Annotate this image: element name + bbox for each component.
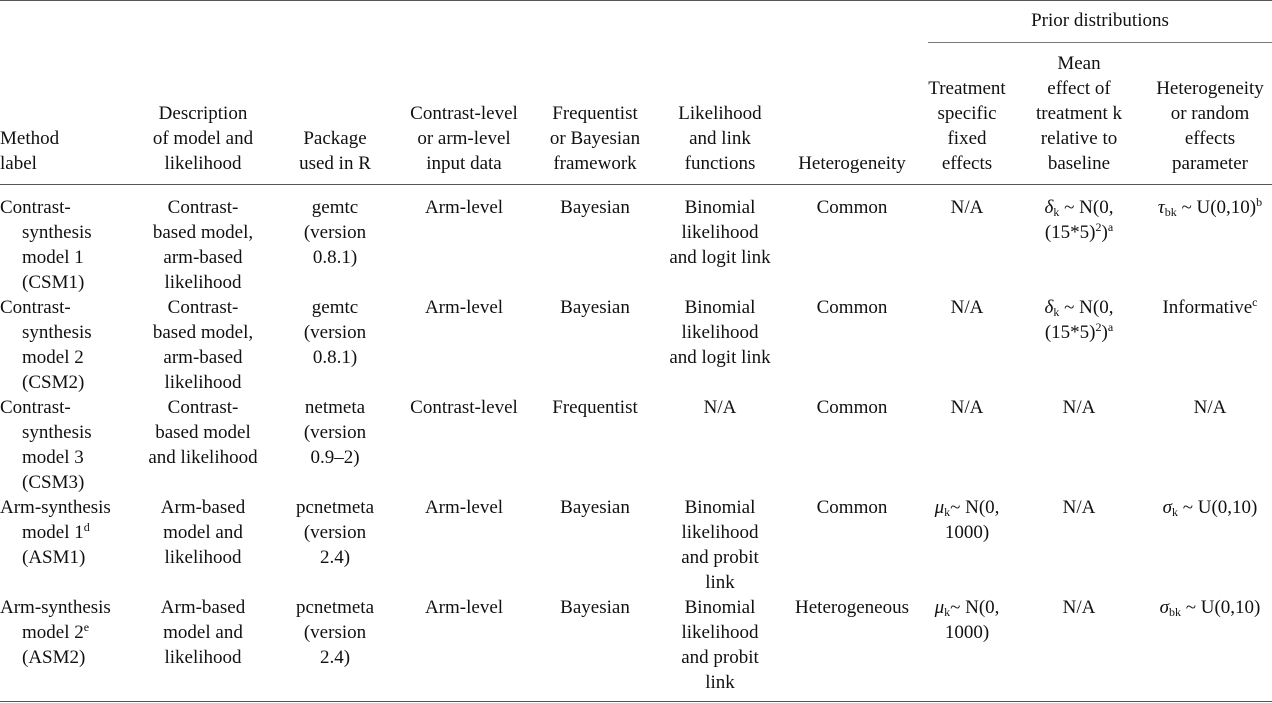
input-line: Arm-level — [424, 197, 504, 218]
row1-random — [1135, 195, 1272, 220]
header-framework-line: framework — [553, 153, 637, 174]
header-description-line: of model and — [152, 128, 254, 149]
header-input-line: or arm-level — [417, 128, 511, 149]
row1-input — [389, 195, 539, 220]
header-description-line: Description — [158, 103, 248, 124]
mean-effect-line: N/A — [1062, 397, 1096, 418]
mean-effect-text: ~ N(0, — [1059, 297, 1114, 318]
method-line: model 3 — [22, 447, 84, 468]
header-fixed-line: fixed — [947, 128, 987, 149]
description-line: based model, — [152, 322, 254, 343]
row5-package — [260, 595, 410, 670]
package-line: pcnetmeta — [295, 597, 375, 618]
greek-symbol: σ — [1162, 497, 1172, 518]
fixed-text: ~ N(0, — [950, 497, 1000, 518]
header-mean-effect-line: relative to — [1040, 128, 1118, 149]
footnote-marker: e — [83, 620, 90, 634]
row3-mean-effect — [1004, 395, 1154, 420]
input-line: Arm-level — [424, 597, 504, 618]
mean-effect-line — [1004, 195, 1154, 220]
likelihood-line: likelihood — [681, 522, 759, 543]
header-input — [389, 101, 539, 176]
header-random-line: Heterogeneity — [1156, 78, 1264, 99]
description-line: Contrast- — [167, 397, 239, 418]
fixed-line: N/A — [950, 197, 984, 218]
likelihood-line: Binomial — [684, 597, 756, 618]
mean-effect-text: ) — [1101, 322, 1108, 343]
random-text: ~ U(0,10) — [1176, 197, 1257, 218]
heterogeneity-line: Heterogeneous — [795, 597, 909, 618]
package-line: 0.9–2) — [310, 447, 360, 468]
random-line — [1135, 495, 1272, 520]
fixed-line: N/A — [950, 297, 984, 318]
input-line: Arm-level — [424, 297, 504, 318]
superscript: 2 — [1095, 320, 1102, 334]
method-line: model 2 — [22, 347, 84, 368]
header-fixed-line: Treatment — [928, 78, 1006, 99]
framework-line: Frequentist — [552, 397, 638, 418]
random-line — [1135, 295, 1272, 320]
description-line: likelihood — [164, 547, 242, 568]
prior-distributions-header: Prior distributions — [1031, 10, 1169, 31]
heterogeneity-line: Common — [816, 297, 888, 318]
method-line: synthesis — [22, 222, 92, 243]
row3-likelihood — [645, 395, 795, 420]
description-line: Contrast- — [167, 297, 239, 318]
row2-package — [260, 295, 410, 370]
method-line: Contrast- — [0, 197, 71, 218]
likelihood-line: Binomial — [684, 497, 756, 518]
subscript: k — [1171, 505, 1178, 519]
description-line: likelihood — [164, 372, 242, 393]
footnote-marker: c — [1252, 295, 1258, 309]
heterogeneity-line: Common — [816, 497, 888, 518]
likelihood-line: link — [705, 572, 735, 593]
header-random-line: parameter — [1172, 153, 1248, 174]
header-heterogeneity-line: Heterogeneity — [798, 153, 906, 174]
row3-package — [260, 395, 410, 470]
mean-effect-text: ~ N(0, — [1059, 197, 1114, 218]
header-fixed-line: effects — [941, 153, 993, 174]
method-line: (CSM3) — [22, 472, 85, 493]
description-line: likelihood — [164, 272, 242, 293]
row2-method — [0, 295, 92, 395]
likelihood-line: and logit link — [669, 247, 771, 268]
row4-package — [260, 495, 410, 570]
row4-likelihood — [645, 495, 795, 595]
subscript: k — [944, 505, 951, 519]
package-line: 0.8.1) — [312, 247, 358, 268]
subscript: bk — [1164, 205, 1177, 219]
header-random — [1135, 76, 1272, 176]
description-line: based model — [155, 422, 251, 443]
superscript: 2 — [1095, 220, 1102, 234]
likelihood-line: and logit link — [669, 347, 771, 368]
row4-random — [1135, 495, 1272, 520]
random-line: N/A — [1193, 397, 1227, 418]
mean-effect-text: ) — [1101, 222, 1108, 243]
row2-description — [128, 295, 278, 395]
header-random-line: or random — [1170, 103, 1250, 124]
mean-effect-text: (15*5) — [1044, 322, 1096, 343]
mean-effect-line — [1004, 320, 1154, 345]
header-mean-effect-line: Mean — [1057, 53, 1101, 74]
subscript: k — [1053, 305, 1060, 319]
header-likelihood-line: Likelihood — [678, 103, 762, 124]
row3-random — [1135, 395, 1272, 420]
likelihood-line: Binomial — [684, 297, 756, 318]
header-likelihood — [645, 101, 795, 176]
method-line: Contrast- — [0, 297, 71, 318]
greek-symbol: τ — [1157, 197, 1165, 218]
description-line: Arm-based — [160, 597, 246, 618]
header-mean-effect-line: effect of — [1047, 78, 1111, 99]
row5-random — [1135, 595, 1272, 620]
package-line: netmeta — [304, 397, 366, 418]
row3-method — [0, 395, 92, 495]
likelihood-line: Binomial — [684, 197, 756, 218]
package-line: (version — [303, 522, 367, 543]
random-text: ~ U(0,10) — [1177, 497, 1258, 518]
header-description-line: likelihood — [164, 153, 242, 174]
footnote-marker: b — [1256, 195, 1263, 209]
mu-symbol: μ — [934, 497, 945, 518]
header-method — [0, 126, 59, 176]
footnote-marker: a — [1107, 320, 1114, 334]
header-framework-line: or Bayesian — [549, 128, 641, 149]
likelihood-line: and probit — [681, 547, 759, 568]
package-line: gemtc — [311, 197, 359, 218]
package-line: 0.8.1) — [312, 347, 358, 368]
header-framework-line: Frequentist — [552, 103, 638, 124]
row5-mean-effect — [1004, 595, 1154, 620]
header-package-line: used in R — [299, 153, 371, 174]
random-text: ~ U(0,10) — [1180, 597, 1261, 618]
input-line: Arm-level — [424, 497, 504, 518]
framework-line: Bayesian — [560, 597, 630, 618]
header-likelihood-line: and link — [689, 128, 751, 149]
greek-symbol: σ — [1159, 597, 1169, 618]
header-mean-effect-line: treatment k — [1036, 103, 1122, 124]
row1-description — [128, 195, 278, 295]
method-line: (CSM1) — [22, 272, 85, 293]
package-line: 2.4) — [319, 647, 351, 668]
method-line: Arm-synthesis — [0, 497, 111, 518]
subscript: k — [1053, 205, 1060, 219]
method-line: Arm-synthesis — [0, 597, 111, 618]
random-line — [1135, 595, 1272, 620]
fixed-line: 1000) — [944, 622, 990, 643]
description-line: arm-based — [163, 347, 243, 368]
row5-description — [128, 595, 278, 670]
description-line: Contrast- — [167, 197, 239, 218]
framework-line: Bayesian — [560, 497, 630, 518]
package-line: (version — [303, 622, 367, 643]
header-mean-effect — [1004, 51, 1154, 176]
mean-effect-line — [1004, 220, 1154, 245]
header-rule — [0, 184, 1272, 185]
description-line: model and — [163, 522, 243, 543]
header-method-line: label — [0, 153, 37, 174]
heterogeneity-line: Common — [816, 197, 888, 218]
random-text: Informative — [1162, 297, 1253, 318]
method-line: model 1 — [22, 247, 84, 268]
header-description — [128, 101, 278, 176]
mean-effect-text: (15*5) — [1044, 222, 1096, 243]
package-line: 2.4) — [319, 547, 351, 568]
fixed-text: ~ N(0, — [950, 597, 1000, 618]
row3-description — [128, 395, 278, 470]
header-method-line: Method — [0, 128, 60, 149]
likelihood-line: link — [705, 672, 735, 693]
row5-input — [389, 595, 539, 620]
method-line: (ASM2) — [22, 647, 86, 668]
method-line: synthesis — [22, 422, 92, 443]
fixed-line: N/A — [950, 397, 984, 418]
method-line — [0, 520, 111, 545]
footnote-marker: d — [83, 520, 90, 534]
package-line: gemtc — [311, 297, 359, 318]
row1-likelihood — [645, 195, 795, 270]
row2-input — [389, 295, 539, 320]
method-line: Contrast- — [0, 397, 71, 418]
mu-symbol: μ — [934, 597, 945, 618]
header-mean-effect-line: baseline — [1047, 153, 1111, 174]
likelihood-line: likelihood — [681, 322, 759, 343]
package-line: (version — [303, 222, 367, 243]
top-rule — [0, 0, 1272, 1]
method-text: model 2 — [22, 622, 84, 643]
description-line: model and — [163, 622, 243, 643]
row1-package — [260, 195, 410, 270]
framework-line: Bayesian — [560, 197, 630, 218]
method-line: (ASM1) — [22, 547, 86, 568]
row4-description — [128, 495, 278, 570]
method-line: synthesis — [22, 322, 92, 343]
likelihood-line: likelihood — [681, 622, 759, 643]
prior-group-rule — [928, 42, 1272, 43]
description-line: Arm-based — [160, 497, 246, 518]
header-input-line: Contrast-level — [410, 103, 518, 124]
row1-mean-effect — [1004, 195, 1154, 245]
header-package-line: Package — [303, 128, 367, 149]
likelihood-line: N/A — [703, 397, 737, 418]
random-line — [1135, 195, 1272, 220]
header-package — [260, 126, 410, 176]
header-likelihood-line: functions — [684, 153, 756, 174]
package-line: pcnetmeta — [295, 497, 375, 518]
likelihood-line: likelihood — [681, 222, 759, 243]
header-fixed-line: specific — [937, 103, 997, 124]
row3-input — [389, 395, 539, 420]
mean-effect-line — [1004, 295, 1154, 320]
framework-line: Bayesian — [560, 297, 630, 318]
mean-effect-line: N/A — [1062, 497, 1096, 518]
description-line: arm-based — [163, 247, 243, 268]
description-line: based model, — [152, 222, 254, 243]
mean-effect-line: N/A — [1062, 597, 1096, 618]
description-line: and likelihood — [148, 447, 258, 468]
row5-likelihood — [645, 595, 795, 695]
subscript: bk — [1168, 605, 1181, 619]
method-line — [0, 620, 111, 645]
package-line: (version — [303, 322, 367, 343]
row2-random — [1135, 295, 1272, 320]
row4-mean-effect — [1004, 495, 1154, 520]
heterogeneity-line: Common — [816, 397, 888, 418]
row4-input — [389, 495, 539, 520]
row2-mean-effect — [1004, 295, 1154, 345]
row4-method — [0, 495, 111, 570]
input-line: Contrast-level — [410, 397, 518, 418]
method-text: model 1 — [22, 522, 84, 543]
likelihood-line: and probit — [681, 647, 759, 668]
header-random-line: effects — [1184, 128, 1236, 149]
row1-method — [0, 195, 92, 295]
package-line: (version — [303, 422, 367, 443]
header-input-line: input data — [426, 153, 502, 174]
footnote-marker: a — [1107, 220, 1114, 234]
method-line: (CSM2) — [22, 372, 85, 393]
row2-likelihood — [645, 295, 795, 370]
delta-symbol: δ — [1044, 297, 1054, 318]
bottom-rule — [0, 701, 1272, 702]
delta-symbol: δ — [1044, 197, 1054, 218]
description-line: likelihood — [164, 647, 242, 668]
subscript: k — [944, 605, 951, 619]
row5-method — [0, 595, 111, 670]
fixed-line: 1000) — [944, 522, 990, 543]
